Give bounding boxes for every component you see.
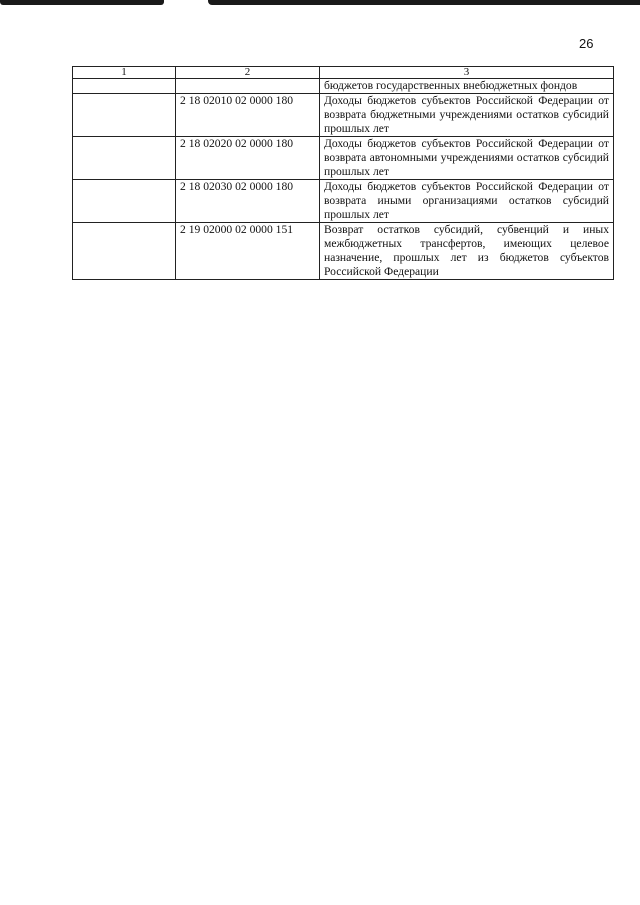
classification-code-cell — [176, 79, 320, 94]
row-col1-cell — [73, 137, 176, 180]
column-header-3: 3 — [320, 67, 614, 79]
table-row — [73, 223, 614, 280]
table-row — [73, 137, 614, 180]
classification-code-cell: 2 19 02000 02 0000 151 — [176, 223, 320, 280]
scan-edge-artifact-left — [0, 0, 164, 5]
description-cell: бюджетов государственных внебюджетных фондов — [320, 79, 614, 94]
row-col1-cell — [73, 79, 176, 94]
table-row — [73, 94, 614, 137]
description-cell: Доходы бюджетов субъектов Российской Федерации от возврата иными организациями остатков субсидий прошлых лет — [320, 180, 614, 223]
page-number: 26 — [579, 36, 594, 51]
column-header-1: 1 — [73, 67, 176, 79]
budget-codes-table — [72, 66, 614, 280]
table-row — [73, 79, 614, 94]
scan-edge-artifact-right — [208, 0, 640, 5]
table-header-row — [73, 67, 614, 79]
row-col1-cell — [73, 223, 176, 280]
description-cell: Возврат остатков субсидий, субвенций и иных межбюджетных трансфертов, имеющих целевое назначение, прошлых лет из бюджетов субъектов Российской Федерации — [320, 223, 614, 280]
row-col1-cell — [73, 94, 176, 137]
table-row — [73, 180, 614, 223]
row-col1-cell — [73, 180, 176, 223]
description-cell: Доходы бюджетов субъектов Российской Федерации от возврата бюджетными учреждениями остатков субсидий прошлых лет — [320, 94, 614, 137]
classification-code-cell: 2 18 02010 02 0000 180 — [176, 94, 320, 137]
description-cell: Доходы бюджетов субъектов Российской Федерации от возврата автономными учреждениями остатков субсидий прошлых лет — [320, 137, 614, 180]
classification-code-cell: 2 18 02030 02 0000 180 — [176, 180, 320, 223]
column-header-2: 2 — [176, 67, 320, 79]
classification-code-cell: 2 18 02020 02 0000 180 — [176, 137, 320, 180]
